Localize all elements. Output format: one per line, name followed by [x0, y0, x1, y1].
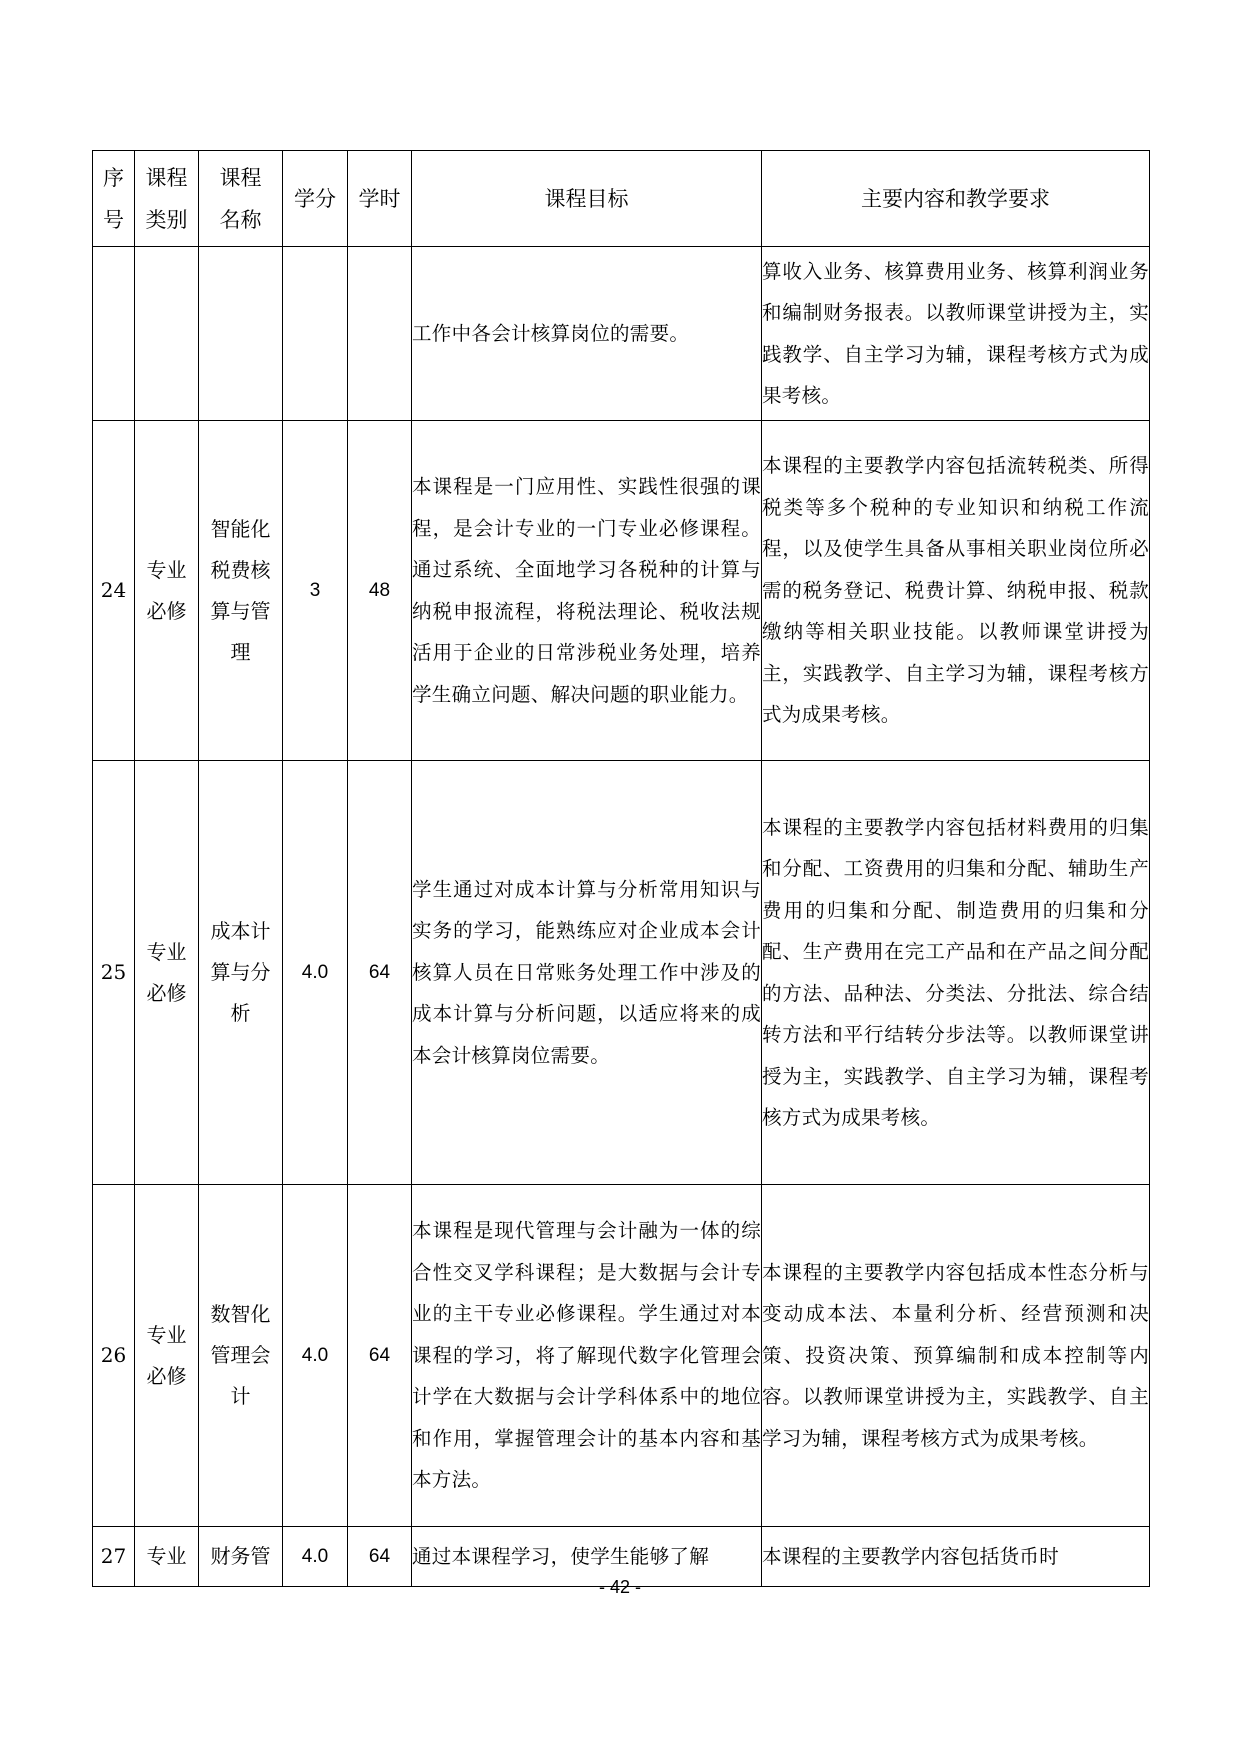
cell-goal: 本课程是一门应用性、实践性很强的课程，是会计专业的一门专业必修课程。通过系统、全面地学习各税种的计算与纳税申报流程，将税法理论、税收法规活用于企业的日常涉税业务处理，培养学生确立问题、解决问题的职业能力。	[412, 421, 762, 761]
cell-hours	[348, 247, 412, 421]
cell-credit: 4.0	[283, 1185, 348, 1527]
cell-category: 专业	[135, 1527, 199, 1587]
table-row	[93, 1185, 1150, 1527]
header-category: 课程 类别	[135, 151, 199, 247]
header-name: 课程 名称	[199, 151, 283, 247]
page-number: - 42 -	[598, 1577, 641, 1597]
header-credit: 学分	[283, 151, 348, 247]
cell-goal: 通过本课程学习，使学生能够了解	[412, 1527, 762, 1587]
course-table	[92, 150, 1150, 1587]
cell-seq: 25	[93, 761, 135, 1185]
cell-credit: 4.0	[283, 1527, 348, 1587]
table-row	[93, 761, 1150, 1185]
cell-hours: 64	[348, 1527, 412, 1587]
header-content: 主要内容和教学要求	[762, 151, 1150, 247]
cell-category: 专业 必修	[135, 421, 199, 761]
cell-name: 成本计 算与分 析	[199, 761, 283, 1185]
cell-hours: 64	[348, 1185, 412, 1527]
cell-goal: 学生通过对成本计算与分析常用知识与实务的学习，能熟练应对企业成本会计核算人员在日常账务处理工作中涉及的成本计算与分析问题，以适应将来的成本会计核算岗位需要。	[412, 761, 762, 1185]
cell-content: 算收入业务、核算费用业务、核算利润业务和编制财务报表。以教师课堂讲授为主，实践教学、自主学习为辅，课程考核方式为成果考核。	[762, 247, 1150, 421]
cell-hours: 64	[348, 761, 412, 1185]
cell-category: 专业 必修	[135, 1185, 199, 1527]
header-hours: 学时	[348, 151, 412, 247]
cell-name: 智能化 税费核 算与管 理	[199, 421, 283, 761]
cell-credit: 3	[283, 421, 348, 761]
cell-name: 数智化 管理会 计	[199, 1185, 283, 1527]
cell-credit	[283, 247, 348, 421]
cell-goal: 工作中各会计核算岗位的需要。	[412, 247, 762, 421]
cell-seq: 24	[93, 421, 135, 761]
cell-name	[199, 247, 283, 421]
table-row	[93, 247, 1150, 421]
cell-category	[135, 247, 199, 421]
header-goal: 课程目标	[412, 151, 762, 247]
header-seq: 序 号	[93, 151, 135, 247]
cell-content: 本课程的主要教学内容包括货币时	[762, 1527, 1150, 1587]
cell-content: 本课程的主要教学内容包括流转税类、所得税类等多个税种的专业知识和纳税工作流程，以及使学生具备从事相关职业岗位所必需的税务登记、税费计算、纳税申报、税款缴纳等相关职业技能。以教师课堂讲授为主，实践教学、自主学习为辅，课程考核方式为成果考核。	[762, 421, 1150, 761]
cell-credit: 4.0	[283, 761, 348, 1185]
cell-seq	[93, 247, 135, 421]
cell-name: 财务管	[199, 1527, 283, 1587]
cell-hours: 48	[348, 421, 412, 761]
cell-goal: 本课程是现代管理与会计融为一体的综合性交叉学科课程；是大数据与会计专业的主干专业必修课程。学生通过对本课程的学习，将了解现代数字化管理会计学在大数据与会计学科体系中的地位和作用，掌握管理会计的基本内容和基本方法。	[412, 1185, 762, 1527]
cell-category: 专业 必修	[135, 761, 199, 1185]
table-row	[93, 421, 1150, 761]
cell-content: 本课程的主要教学内容包括材料费用的归集和分配、工资费用的归集和分配、辅助生产费用的归集和分配、制造费用的归集和分配、生产费用在完工产品和在产品之间分配的方法、品种法、分类法、分批法、综合结转方法和平行结转分步法等。以教师课堂讲授为主，实践教学、自主学习为辅，课程考核方式为成果考核。	[762, 761, 1150, 1185]
header-row	[93, 151, 1150, 247]
cell-seq: 26	[93, 1185, 135, 1527]
cell-seq: 27	[93, 1527, 135, 1587]
cell-content: 本课程的主要教学内容包括成本性态分析与变动成本法、本量利分析、经营预测和决策、投资决策、预算编制和成本控制等内容。以教师课堂讲授为主，实践教学、自主学习为辅，课程考核方式为成果考核。	[762, 1185, 1150, 1527]
